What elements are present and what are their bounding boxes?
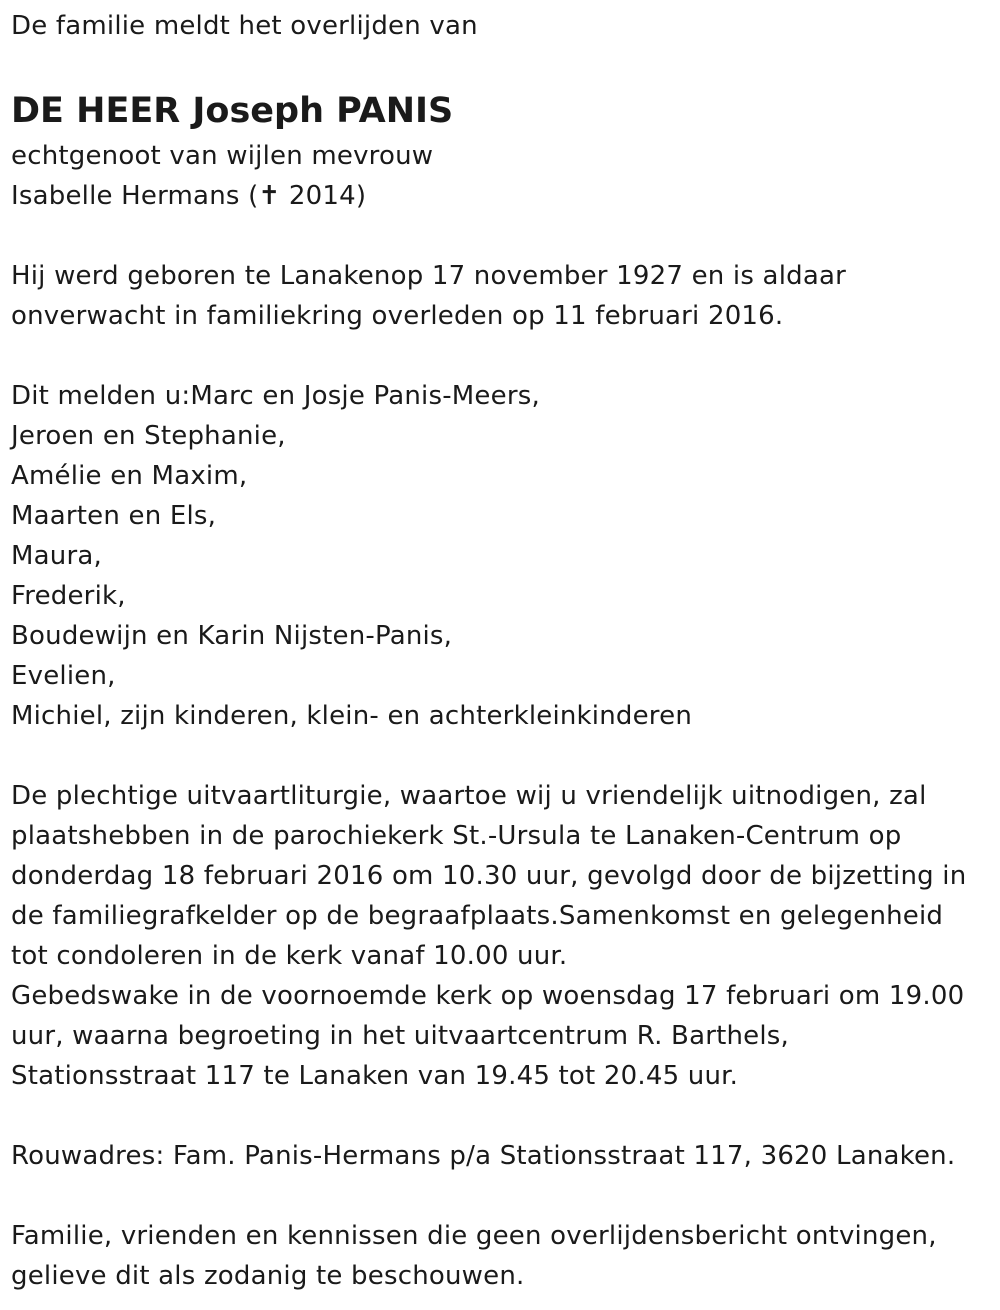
ceremony-line: donderdag 18 februari 2016 om 10.30 uur, gevolgd door de bijzetting in: [11, 861, 967, 891]
intro-text: De familie meldt het overlijden van: [11, 11, 478, 41]
paragraph-gap: [11, 336, 991, 376]
spouse-line-2: Isabelle Hermans (✝ 2014): [11, 181, 367, 211]
announcer-line: Frederik,: [11, 581, 126, 611]
announcer-line: Amélie en Maxim,: [11, 461, 248, 491]
paragraph-gap: [11, 1176, 991, 1216]
announcers-list: [11, 376, 991, 736]
ceremony-line: plaatshebben in de parochiekerk St.-Ursula te Lanaken-Centrum op: [11, 821, 902, 851]
mourning-address: Rouwadres: Fam. Panis-Hermans p/a Stationsstraat 117, 3620 Lanaken.: [11, 1141, 956, 1171]
paragraph-gap: [11, 736, 991, 776]
ceremony-paragraph: [11, 776, 991, 1096]
announcer-line: Jeroen en Stephanie,: [11, 421, 286, 451]
announcer-line: Dit melden u:Marc en Josje Panis-Meers,: [11, 381, 540, 411]
ceremony-line: uur, waarna begroeting in het uitvaartcentrum R. Barthels,: [11, 1021, 789, 1051]
birth-death-line: onverwacht in familiekring overleden op 11 februari 2016.: [11, 301, 784, 331]
ceremony-line: tot condoleren in de kerk vanaf 10.00 uur.: [11, 941, 568, 971]
ceremony-line: de familiegrafkelder op de begraafplaats.Samenkomst en gelegenheid: [11, 901, 944, 931]
birth-death-paragraph: [11, 256, 991, 336]
death-notice: [11, 0, 991, 1296]
ceremony-line: Gebedswake in de voornoemde kerk op woensdag 17 februari om 19.00: [11, 981, 965, 1011]
announcer-line: Michiel, zijn kinderen, klein- en achterkleinkinderen: [11, 701, 693, 731]
announcer-line: Maura,: [11, 541, 102, 571]
paragraph-gap: [11, 216, 991, 256]
closing-paragraph: [11, 1216, 991, 1296]
ceremony-line: De plechtige uitvaartliturgie, waartoe wij u vriendelijk uitnodigen, zal: [11, 781, 927, 811]
ceremony-line: Stationsstraat 117 te Lanaken van 19.45 tot 20.45 uur.: [11, 1061, 739, 1091]
closing-line: gelieve dit als zodanig te beschouwen.: [11, 1261, 525, 1291]
closing-line: Familie, vrienden en kennissen die geen overlijdensbericht ontvingen,: [11, 1221, 937, 1251]
deceased-name: DE HEER Joseph PANIS: [11, 91, 454, 131]
paragraph-gap: [11, 1096, 991, 1136]
announcer-line: Evelien,: [11, 661, 116, 691]
spouse-line-1: echtgenoot van wijlen mevrouw: [11, 141, 434, 171]
announcer-line: Boudewijn en Karin Nijsten-Panis,: [11, 621, 453, 651]
birth-death-line: Hij werd geboren te Lanakenop 17 november 1927 en is aldaar: [11, 261, 846, 291]
announcer-line: Maarten en Els,: [11, 501, 217, 531]
